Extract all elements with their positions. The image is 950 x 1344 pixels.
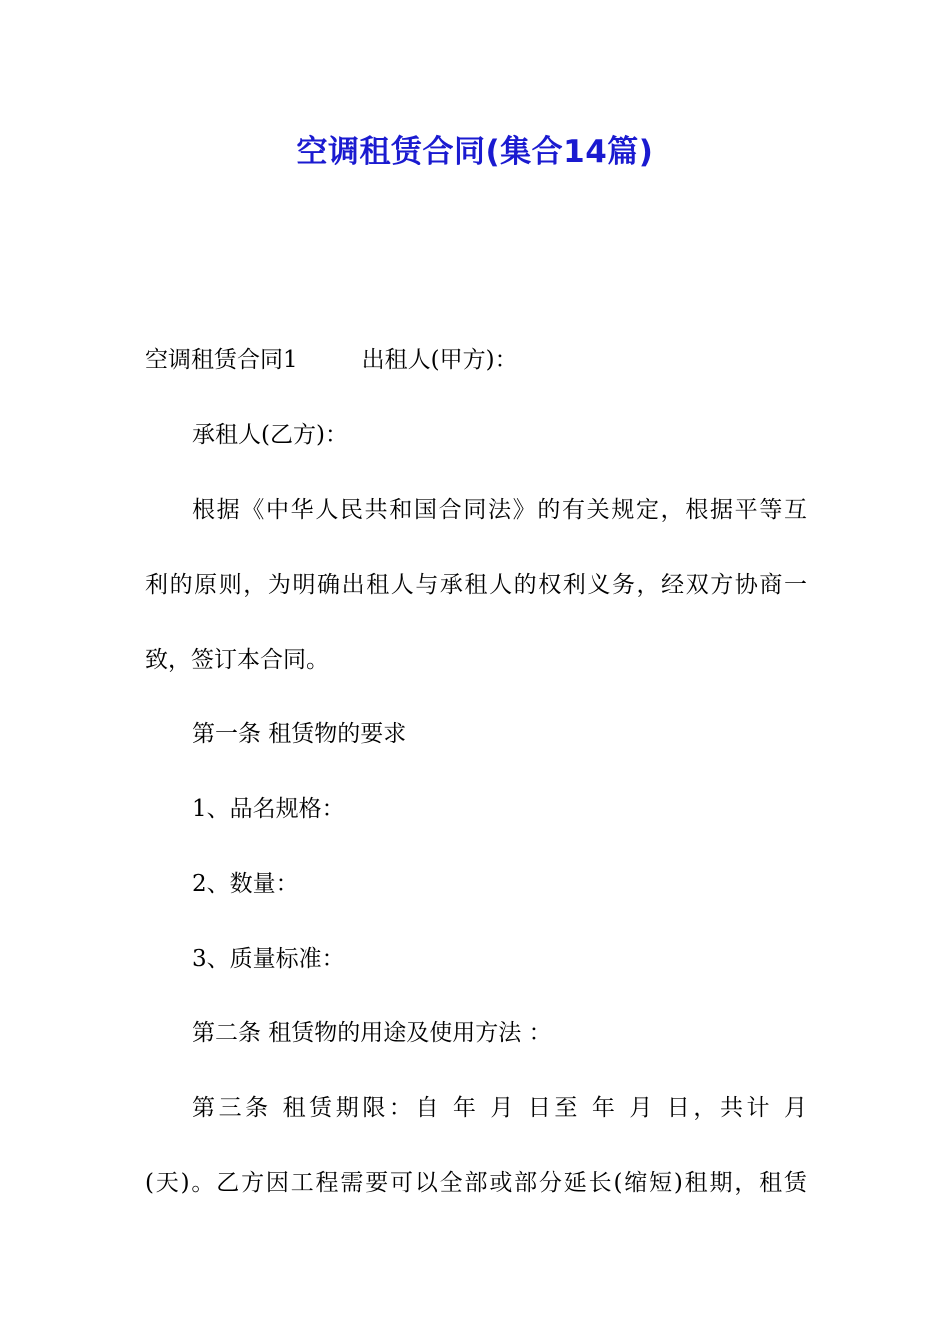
contract-heading-label: 空调租赁合同1 [145,347,298,373]
paragraph-line: 致，签订本合同。 [145,647,329,673]
lessor-label: 出租人(甲方)： [361,347,518,373]
paragraph-line: 根据《中华人民共和国合同法》的有关规定，根据平等互 [192,497,807,523]
list-item: 3、质量标准： [192,946,345,972]
paragraph-line: 利的原则，为明确出租人与承租人的权利义务，经双方协商一 [145,572,807,598]
contract-heading-line [145,342,807,378]
paragraph-line: (天)。乙方因工程需要可以全部或部分延长(缩短)租期，租赁 [145,1170,807,1196]
list-item: 2、数量： [192,871,299,897]
document-title: 空调租赁合同(集合14篇) [296,134,654,170]
list-item: 1、品名规格： [192,796,345,822]
article-heading: 第三条 租赁期限：自 年 月 日至 年 月 日，共计 月 [192,1095,807,1121]
article-heading: 第一条 租赁物的要求 [192,721,407,747]
lessee-label: 承租人(乙方)： [192,422,348,448]
article-heading: 第二条 租赁物的用途及使用方法 ： [192,1020,552,1046]
